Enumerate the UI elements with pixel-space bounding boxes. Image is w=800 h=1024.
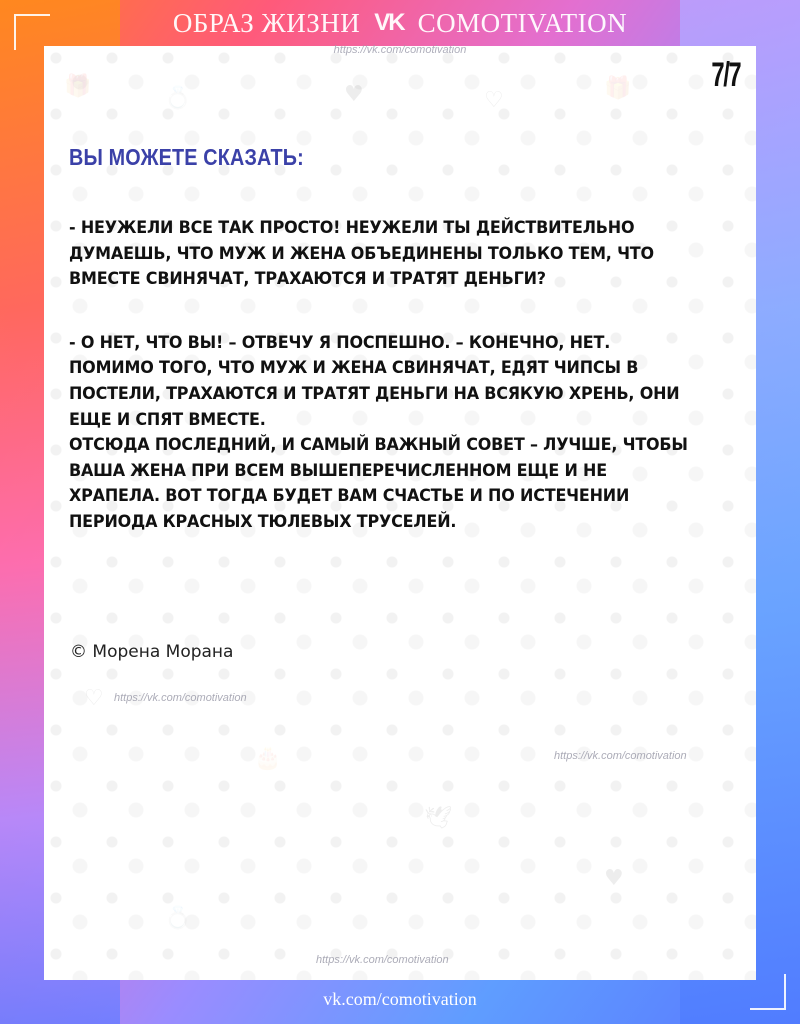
url-watermark: https://vk.com/comotivation xyxy=(114,692,247,704)
paragraph-question: - НЕУЖЕЛИ ВСЕ ТАК ПРОСТО! НЕУЖЕЛИ ТЫ ДЕЙСТВИТЕЛЬНО ДУМАЕШЬ, ЧТО МУЖ И ЖЕНА ОБЪЕДИНЕНЫ ТОЛЬКО ТЕМ, ЧТО ВМЕСТЕ СВИНЯЧАТ, ТРАХАЮТСЯ И ТРАТЯТ ДЕНЬГИ? xyxy=(69,218,654,290)
page-counter: 7/7 xyxy=(711,56,740,94)
rings-icon: 💍 xyxy=(164,906,192,931)
paragraph-advice: ОТСЮДА ПОСЛЕДНИЙ, И САМЫЙ ВАЖНЫЙ СОВЕТ – ЛУЧШЕ, ЧТОБЫ ВАША ЖЕНА ПРИ ВСЕМ ВЫШЕПЕРЕЧИСЛЕННОМ ЕЩЕ И НЕ ХРАПЕЛА. ВОТ ТОГДА БУДЕТ ВАМ СЧАСТЬЕ И ПО ИСТЕЧЕНИИ ПЕРИОДА КРАСНЫХ ТЮЛЕВЫХ ТРУСЕЛЕЙ. xyxy=(69,435,688,532)
heart-icon: ♡ xyxy=(84,686,104,711)
gift-icon: 🎁 xyxy=(64,74,92,99)
brand-header xyxy=(0,6,800,40)
content-card xyxy=(44,46,756,980)
cake-icon: 🎂 xyxy=(254,746,282,771)
brand-title-right: COMOTIVATION xyxy=(417,7,628,38)
url-watermark-top: https://vk.com/comotivation xyxy=(333,44,467,56)
gift-icon: 🎁 xyxy=(604,76,632,101)
rings-icon: 💍 xyxy=(164,86,192,111)
author-credit: © Морена Морана xyxy=(70,642,234,662)
section-heading: ВЫ МОЖЕТЕ СКАЗАТЬ: xyxy=(69,144,304,170)
heart-icon: ♥ xyxy=(604,866,624,891)
url-watermark: https://vk.com/comotivation xyxy=(554,750,687,762)
paragraph-spacer xyxy=(69,293,739,331)
heart-icon: ♥ xyxy=(344,82,364,107)
footer-url[interactable]: vk.com/comotivation xyxy=(323,989,477,1009)
url-watermark: https://vk.com/comotivation xyxy=(316,954,449,966)
brand-title-left: ОБРАЗ ЖИЗНИ xyxy=(172,7,361,38)
paragraph-answer: - О НЕТ, ЧТО ВЫ! – ОТВЕЧУ Я ПОСПЕШНО. – КОНЕЧНО, НЕТ. ПОМИМО ТОГО, ЧТО МУЖ И ЖЕНА СВИНЯЧАТ, ЕДЯТ ЧИПСЫ В ПОСТЕЛИ, ТРАХАЮТСЯ И ТРАТЯТ ДЕНЬГИ НА ВСЯКУЮ ХРЕНЬ, ОНИ ЕЩЕ И СПЯТ ВМЕСТЕ. xyxy=(69,332,680,430)
vk-logo-icon: VK xyxy=(374,9,404,36)
heart-arrow-icon: ♡ xyxy=(484,88,504,113)
body-text xyxy=(69,216,739,536)
dove-icon: 🕊 xyxy=(424,806,452,831)
